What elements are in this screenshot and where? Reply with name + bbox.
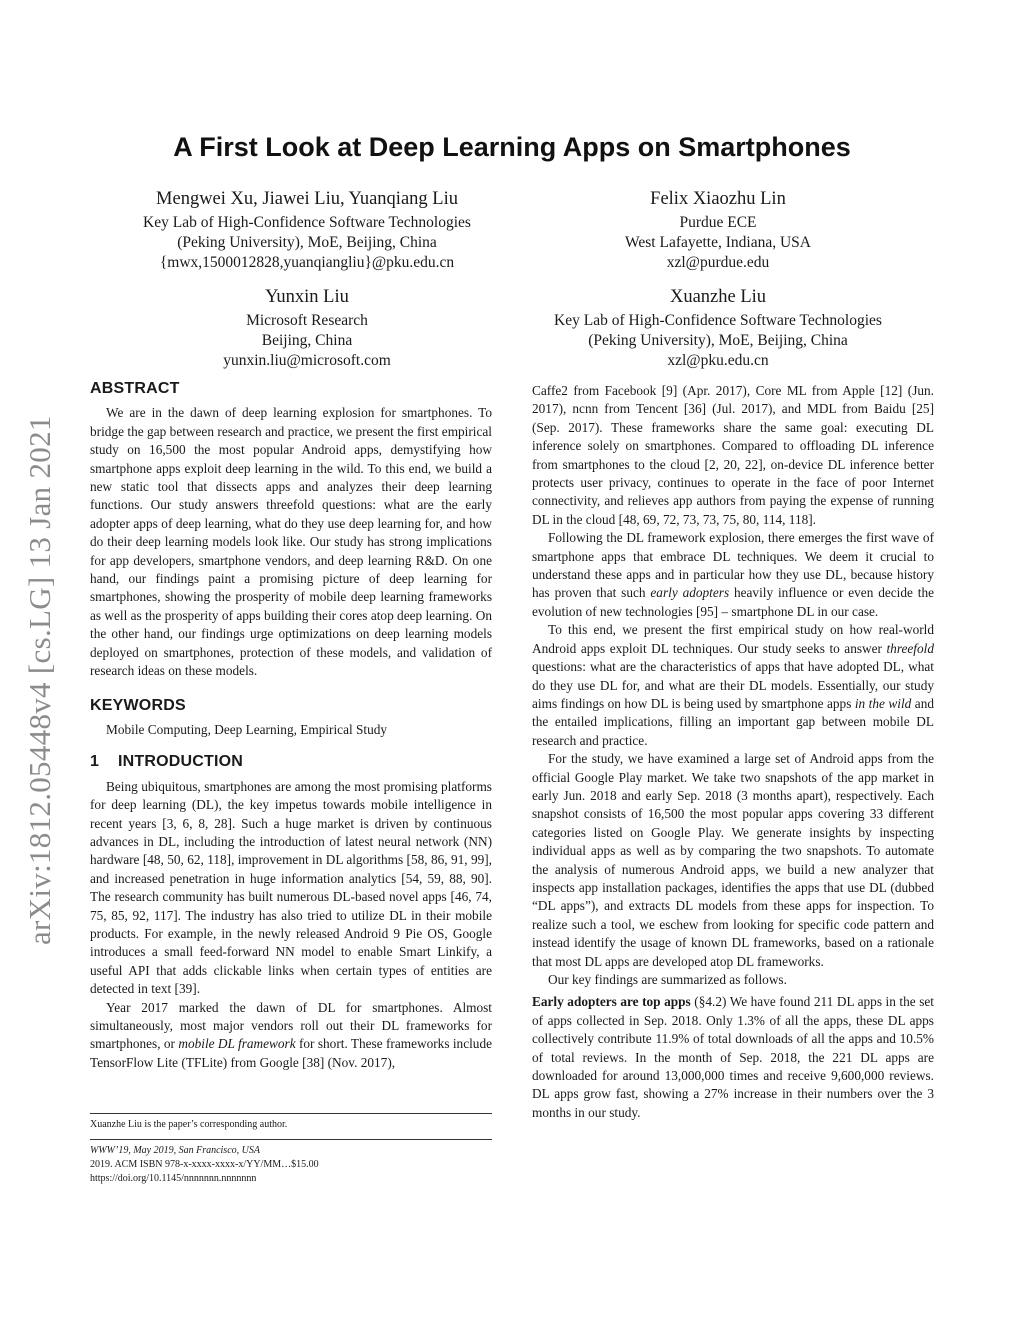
intro-paragraph: Following the DL framework explosion, there emerges the first wave of smartphone apps that embrace DL techniques. We deem it crucial to understand these apps and in particular how they use DL, because history has proven that such early adopters heavily influence or even decide the evolution of new technologies [95] – smartphone DL in our case.: [532, 530, 934, 619]
finding-title: Early adopters are top apps: [532, 994, 691, 1010]
author-names: Mengwei Xu, Jiawei Liu, Yuanqiang Liu: [156, 189, 458, 209]
section-heading-introduction: [90, 753, 492, 771]
author-email[interactable]: yunxin.liu@microsoft.com: [223, 352, 391, 369]
author-email[interactable]: xzl@pku.edu.cn: [667, 352, 769, 369]
author-affiliation: Purdue ECE: [679, 214, 757, 231]
author-affiliation: (Peking University), MoE, Beijing, China: [177, 234, 437, 251]
paper-title: A First Look at Deep Learning Apps on Smartphones: [173, 132, 851, 162]
author-affiliation: (Peking University), MoE, Beijing, China: [588, 332, 848, 349]
author-block: [107, 285, 507, 371]
footnote-rule: [90, 1113, 492, 1114]
emphasis: in the wild: [854, 695, 912, 711]
emphasis: threefold: [886, 640, 934, 656]
author-names: Yunxin Liu: [265, 287, 349, 307]
arxiv-identifier: arXiv:1812.05448v4 [cs.LG] 13 Jan 2021: [22, 415, 57, 945]
author-affiliation: Key Lab of High-Confidence Software Technologies: [143, 214, 471, 231]
footnote-doi[interactable]: https://doi.org/10.1145/nnnnnnn.nnnnnnn: [90, 1173, 257, 1184]
intro-paragraph: Being ubiquitous, smartphones are among the most promising platforms for deep learning (DL), the key impetus towards mobile intelligence in recent years [3, 6, 8, 28]. Such a huge market is driven by continuous advances in DL, including the introduction of latest neural network (NN) hardware [48, 50, 62, 118], improvement in DL algorithms [58, 86, 91, 99], and increased penetration in huge information analytics [54, 59, 88, 90]. The research community has built numerous DL-based novel apps [46, 74, 75, 85, 92, 117]. The industry has also tried to utilize DL in their mobile products. For example, in the newly released Android 9 Pie OS, Google introduces a small feed-forward NN model to enable Smart Linkify, a useful API that adds clickable links when certain types of entities are detected in text [39].: [90, 778, 492, 997]
author-block: [518, 187, 918, 273]
keywords-heading: KEYWORDS: [90, 696, 186, 714]
intro-paragraph: For the study, we have examined a large set of Android apps from the official Google Play market. We take two snapshots of the app market in early Jun. 2018 and early Sep. 2018 (3 months apart), respectively. Each snapshot consists of 16,500 the most popular apps covering 33 different categories listed on Google Play. We generate insights by inspecting individual apps as well as by comparing the two snapshots. To automate the analysis of numerous Android apps, we build a new analyzer that inspects app installation packages, identifies the apps that use DL (dubbed “DL apps”), and extracts DL models from these apps for inspection. To realize such a tool, we eschew from looking for specific code pattern and instead identify the usage of known DL frameworks, based on a rationale that most DL apps are developed atop DL frameworks.: [532, 751, 934, 969]
author-names: Xuanzhe Liu: [669, 287, 767, 307]
author-block: [518, 285, 918, 371]
section-number: 1: [90, 753, 100, 771]
finding-paragraph: Early adopters are top apps (§4.2) We have found 211 DL apps in the set of apps collected in Sep. 2018. Only 1.3% of all the apps, these DL apps collectively contribute 11.9% of total downloads of all the apps and 10.5% of total reviews. In the month of Sep. 2018, the 221 DL apps are downloaded for around 13,000,000 times and receive 9,600,000 reviews. DL apps grow fast, showing a 27% increase in their numbers over the 3 months in our study.: [532, 994, 934, 1120]
emphasis: mobile DL framework: [178, 1036, 296, 1052]
author-email[interactable]: xzl@purdue.edu: [666, 254, 770, 271]
intro-paragraph: To this end, we present the first empirical study on how real-world Android apps exploit DL techniques. Our study seeks to answer threefold questions: what are the characteristics of apps that have adopted DL, what do they use DL for, and what are their DL models. Essentially, our study aims findings on how DL is being used by smartphone apps in the wild and the entailed implications, filling an important gap between mobile DL research and practice.: [532, 622, 934, 748]
intro-paragraph: Our key findings are summarized as follows.: [548, 972, 787, 987]
keywords-text: Mobile Computing, Deep Learning, Empirical Study: [106, 721, 388, 737]
author-names: Felix Xiaozhu Lin: [650, 189, 786, 209]
emphasis: early adopters: [650, 585, 730, 601]
footnote-isbn: 2019. ACM ISBN 978-x-xxxx-xxxx-x/YY/MM…$15.00: [90, 1159, 319, 1170]
abstract-text: We are in the dawn of deep learning explosion for smartphones. To bridge the gap between research and practice, we present the first empirical study on 16,500 the most popular Android apps, demystifying how smartphone apps exploit deep learning in the wild. To this end, we build a new static tool that dissects apps and analyzes their deep learning functions. Our study answers threefold questions: what are the early adopter apps of deep learning, what do they use deep learning for, and how do their deep learning models look like. Our study has strong implications for app developers, smartphone vendors, and deep learning R&D. On one hand, our findings paint a promising picture of deep learning for smartphones, showing the prosperity of mobile deep learning frameworks as well as the prosperity of apps building their cores atop deep learning. On the other hand, our findings urge optimizations on deep learning models deployed on smartphones, protection of these models, and validation of research ideas on these models.: [90, 405, 492, 679]
right-column: [532, 382, 934, 1122]
section-title: INTRODUCTION: [118, 753, 244, 771]
abstract-heading: ABSTRACT: [90, 380, 180, 397]
author-email[interactable]: {mwx,1500012828,yuanqiangliu}@pku.edu.cn: [159, 254, 455, 271]
left-column: [90, 380, 492, 1072]
intro-paragraph: Caffe2 from Facebook [9] (Apr. 2017), Core ML from Apple [12] (Jun. 2017), ncnn from Tencent [36] (Jul. 2017), and MDL from Baidu [25] (Sep. 2017). These frameworks share the same goal: executing DL inference solely on smartphones. Compared to offloading DL inference from smartphones to the cloud [2, 20, 22], on-device DL inference better protects user privacy, continues to operate in the face of poor Internet connectivity, and relieves app authors from paying the expense of running DL in the cloud [48, 69, 72, 73, 73, 75, 80, 114, 118].: [532, 383, 934, 527]
author-affiliation: Microsoft Research: [246, 312, 368, 329]
author-affiliation: Beijing, China: [261, 332, 353, 349]
footnote-author-note: Xuanzhe Liu is the paper’s corresponding author.: [90, 1119, 288, 1130]
author-affiliation: West Lafayette, Indiana, USA: [625, 234, 811, 251]
intro-paragraph: Year 2017 marked the dawn of DL for smartphones. Almost simultaneously, most major vendors roll out their DL frameworks for smartphones, or mobile DL framework for short. These frameworks include TensorFlow Lite (TFLite) from Google [38] (Nov. 2017),: [90, 999, 492, 1070]
footnote-venue: WWW’19, May 2019, San Francisco, USA: [90, 1145, 260, 1156]
author-affiliation: Key Lab of High-Confidence Software Technologies: [554, 312, 882, 329]
footnote-rule: [90, 1139, 492, 1140]
author-block: [107, 187, 507, 273]
